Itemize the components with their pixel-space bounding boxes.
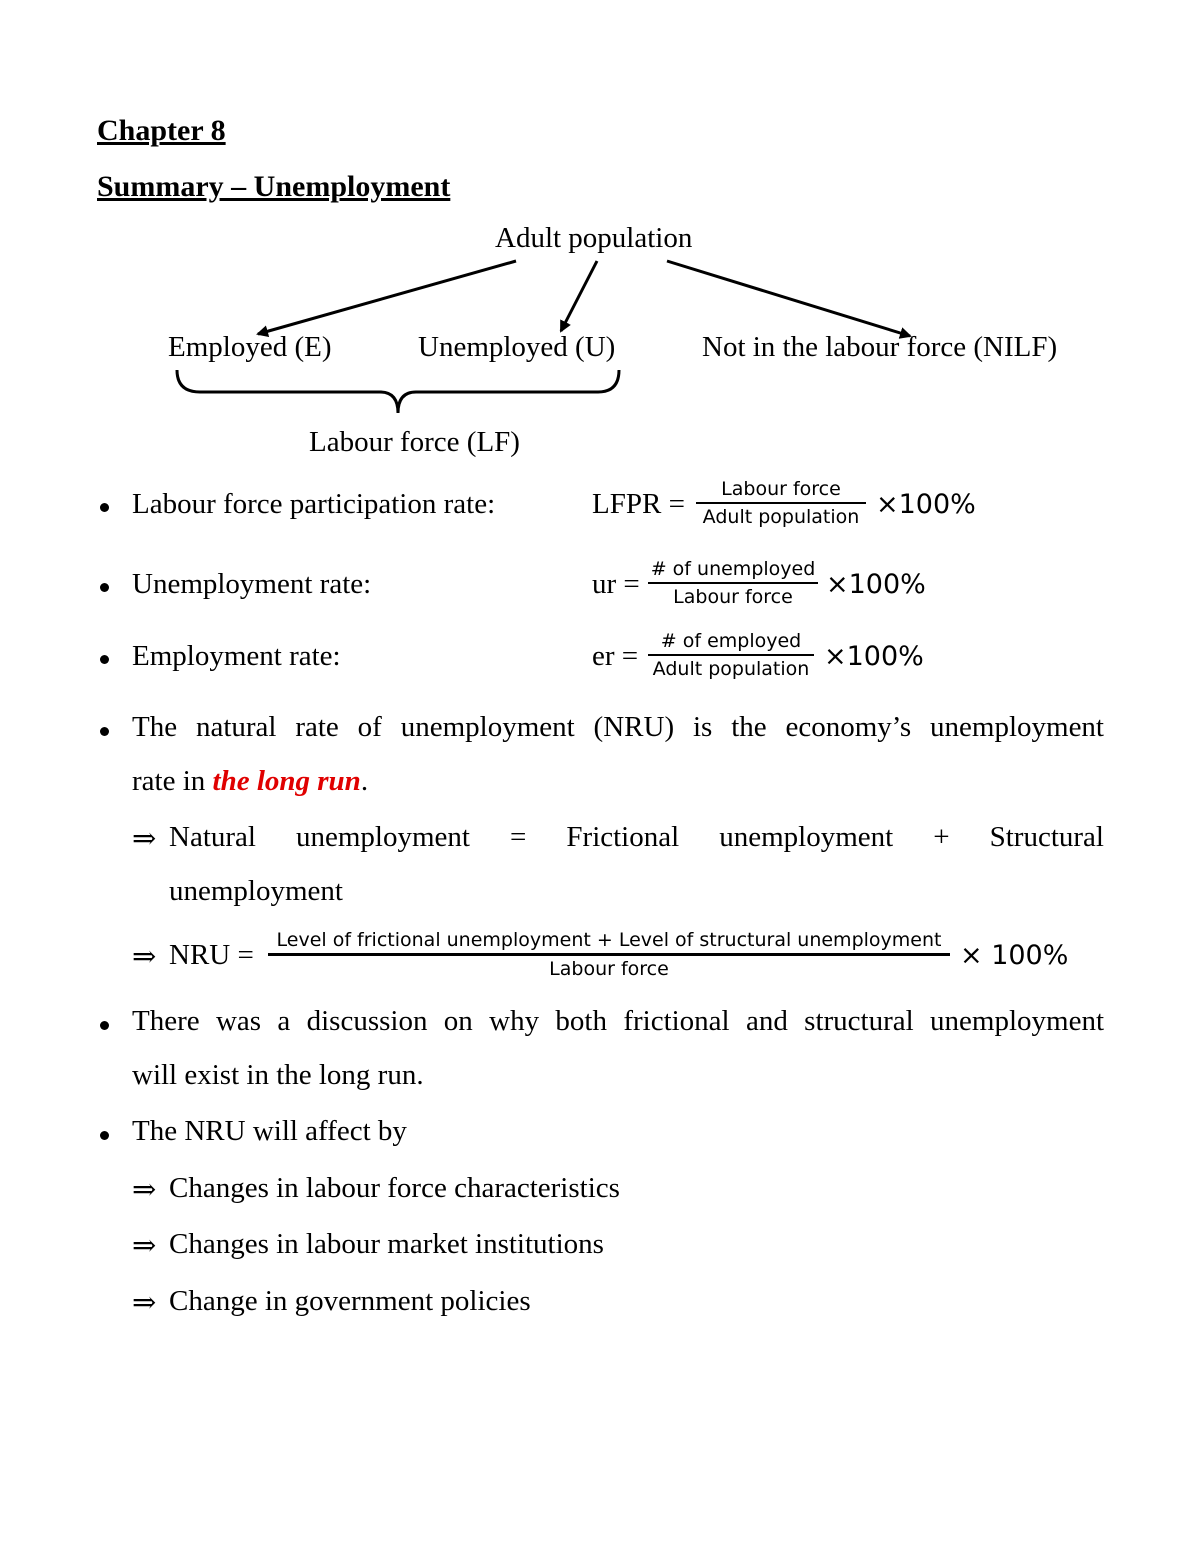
bullet <box>100 1021 109 1030</box>
nru-fraction <box>268 927 950 982</box>
lfpr-fraction <box>696 476 866 530</box>
er-denominator: Adult population <box>652 658 810 680</box>
ur-fraction <box>648 556 818 610</box>
long-run-emphasis: the long run <box>212 765 361 797</box>
arrow-glyph: ⇒ <box>132 823 157 855</box>
ur-lhs: ur = <box>592 568 640 600</box>
arrow-glyph: ⇒ <box>132 1174 157 1206</box>
lfpr-times: ×100% <box>876 489 976 520</box>
nru-denominator: Labour force <box>549 958 669 980</box>
er-numerator: # of employed <box>660 630 802 652</box>
ur-numerator: # of unemployed <box>650 558 816 580</box>
discussion-line-2: will exist in the long run. <box>132 1059 424 1091</box>
arrow-to-employed <box>258 261 516 334</box>
ur-times: ×100% <box>826 569 926 600</box>
bullet <box>100 727 109 736</box>
chapter-title: Chapter 8 <box>97 114 226 147</box>
affect-item: Changes in labour force characteristics <box>169 1172 620 1204</box>
affect-item: Change in government policies <box>169 1285 531 1317</box>
er-label: Employment rate: <box>132 640 341 672</box>
nru-times: × 100% <box>960 940 1069 971</box>
summary-title: Summary – Unemployment <box>97 170 451 203</box>
er-fraction <box>648 628 814 682</box>
unemployed-label: Unemployed (U) <box>418 331 616 363</box>
lfpr-lhs: LFPR = <box>592 488 685 520</box>
nru-line-2: rate in the long run. <box>132 765 369 797</box>
er-lhs: er = <box>592 640 639 672</box>
discussion-line-1: There was a discussion on why both frictional and structural unemployment <box>132 1005 1104 1037</box>
lfpr-numerator: Labour force <box>721 478 841 500</box>
bullet <box>100 503 109 512</box>
arrow-to-unemployed <box>561 261 597 331</box>
bullet <box>100 583 109 592</box>
arrow-glyph: ⇒ <box>132 1230 157 1262</box>
adult-population-label: Adult population <box>495 222 693 254</box>
arrow-glyph: ⇒ <box>132 1287 157 1319</box>
nru-equation-line: Natural unemployment = Frictional unemployment + Structural <box>169 821 1104 853</box>
employed-label: Employed (E) <box>168 331 332 363</box>
lfpr-denominator: Adult population <box>702 506 860 528</box>
nilf-label: Not in the labour force (NILF) <box>702 331 1058 363</box>
arrow-to-nilf <box>667 261 910 336</box>
labour-force-label: Labour force (LF) <box>309 426 520 458</box>
ur-denominator: Labour force <box>673 586 793 608</box>
lfpr-label: Labour force participation rate: <box>132 488 496 520</box>
er-times: ×100% <box>824 641 924 672</box>
nru-equation-continuation: unemployment <box>169 875 343 907</box>
arrow-glyph: ⇒ <box>132 941 157 973</box>
ur-label: Unemployment rate: <box>132 568 372 600</box>
affect-intro: The NRU will affect by <box>132 1115 407 1147</box>
nru-formula-lhs: NRU = <box>169 939 254 971</box>
affect-item: Changes in labour market institutions <box>169 1228 604 1260</box>
nru-numerator: Level of frictional unemployment + Level of structural unemployment <box>276 929 942 951</box>
nru-line-1: The natural rate of unemployment (NRU) is the economy’s unemployment <box>132 711 1104 743</box>
bullet <box>100 1131 109 1140</box>
labour-force-brace <box>177 370 619 413</box>
bullet <box>100 655 109 664</box>
